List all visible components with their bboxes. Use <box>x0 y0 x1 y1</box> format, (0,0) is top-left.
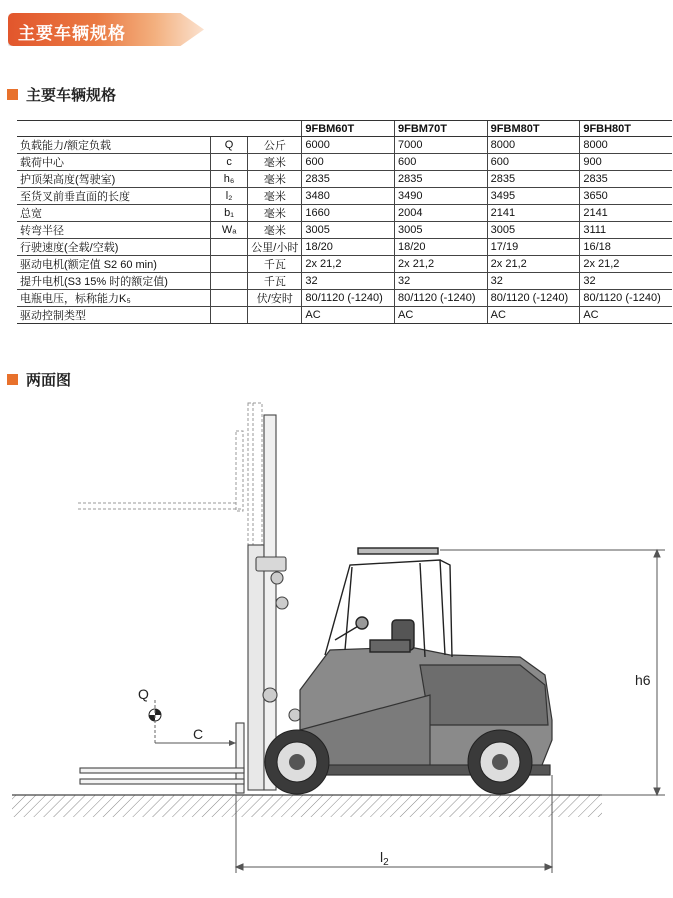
spec-name-cell: 总宽 <box>17 205 210 222</box>
raised-fork-outline <box>78 403 262 553</box>
spec-name-cell: 至货叉前垂直面的长度 <box>17 188 210 205</box>
table-row <box>17 171 672 188</box>
spec-value-cell: 600 <box>395 154 488 171</box>
spec-value-cell: 17/19 <box>487 239 580 256</box>
spec-name-cell: 行驶速度(全载/空载) <box>17 239 210 256</box>
spec-value-cell: 2835 <box>580 171 672 188</box>
spec-value-cell: 2141 <box>580 205 672 222</box>
spec-unit-cell: 千瓦 <box>248 256 302 273</box>
spec-unit-cell <box>248 307 302 324</box>
model-header: 9FBM60T <box>302 121 395 137</box>
spec-value-cell: 32 <box>580 273 672 290</box>
spec-value-cell: 2x 21,2 <box>302 256 395 273</box>
spec-symbol-cell <box>210 256 247 273</box>
spec-value-cell: 900 <box>580 154 672 171</box>
spec-value-cell: 3650 <box>580 188 672 205</box>
spec-symbol-cell <box>210 239 247 256</box>
header-banner <box>8 13 208 46</box>
spec-value-cell: 8000 <box>487 137 580 154</box>
spec-symbol-cell: b₁ <box>210 205 247 222</box>
spec-name-cell: 负载能力/额定负载 <box>17 137 210 154</box>
spec-value-cell: 1660 <box>302 205 395 222</box>
spec-symbol-cell: Q <box>210 137 247 154</box>
front-wheel <box>265 730 329 794</box>
table-row <box>17 188 672 205</box>
spec-unit-cell: 毫米 <box>248 154 302 171</box>
spec-value-cell: 18/20 <box>302 239 395 256</box>
spec-value-cell: 2x 21,2 <box>487 256 580 273</box>
model-header: 9FBM80T <box>487 121 580 137</box>
spec-name-cell: 驱动控制类型 <box>17 307 210 324</box>
model-header: 9FBH80T <box>580 121 672 137</box>
spec-value-cell: 2x 21,2 <box>395 256 488 273</box>
spec-value-cell: 2835 <box>395 171 488 188</box>
spec-value-cell: AC <box>302 307 395 324</box>
spec-value-cell: 600 <box>487 154 580 171</box>
spec-unit-cell: 毫米 <box>248 205 302 222</box>
table-row <box>17 137 672 154</box>
banner-title: 主要车辆规格 <box>18 24 126 43</box>
spec-value-cell: 3005 <box>302 222 395 239</box>
ground-hatch <box>12 795 602 817</box>
spec-name-cell: 转弯半径 <box>17 222 210 239</box>
spec-value-cell: 80/1120 (-1240) <box>395 290 488 307</box>
table-row <box>17 154 672 171</box>
rear-wheel <box>468 730 532 794</box>
spec-value-cell: AC <box>395 307 488 324</box>
spec-symbol-cell: c <box>210 154 247 171</box>
spec-value-cell: AC <box>487 307 580 324</box>
spec-symbol-cell: l₂ <box>210 188 247 205</box>
spec-symbol-cell <box>210 307 247 324</box>
table-row <box>17 290 672 307</box>
spec-value-cell: 2004 <box>395 205 488 222</box>
spec-name-cell: 载荷中心 <box>17 154 210 171</box>
spec-value-cell: 80/1120 (-1240) <box>580 290 672 307</box>
table-row <box>17 222 672 239</box>
spec-value-cell: 3005 <box>395 222 488 239</box>
spec-unit-cell: 伏/安时 <box>248 290 302 307</box>
spec-name-cell: 驱动电机(额定值 S2 60 min) <box>17 256 210 273</box>
spec-symbol-cell <box>210 273 247 290</box>
spec-value-cell: 18/20 <box>395 239 488 256</box>
header-blank <box>210 121 247 137</box>
spec-value-cell: 80/1120 (-1240) <box>302 290 395 307</box>
label-c: C <box>193 726 204 742</box>
spec-symbol-cell <box>210 290 247 307</box>
spec-value-cell: 32 <box>487 273 580 290</box>
table-header-row <box>17 121 672 137</box>
spec-unit-cell: 千瓦 <box>248 273 302 290</box>
spec-unit-cell: 公里/小时 <box>248 239 302 256</box>
table-row <box>17 239 672 256</box>
lowered-forks <box>80 723 244 793</box>
table-row <box>17 273 672 290</box>
spec-value-cell: 2x 21,2 <box>580 256 672 273</box>
spec-value-cell: 2141 <box>487 205 580 222</box>
spec-name-cell: 提升电机(S3 15% 时的额定值) <box>17 273 210 290</box>
header-blank <box>248 121 302 137</box>
spec-name-cell: 护顶架高度(驾驶室) <box>17 171 210 188</box>
spec-value-cell: 32 <box>302 273 395 290</box>
forklift-drawing <box>0 395 673 895</box>
label-q: Q <box>138 686 149 702</box>
spec-value-cell: 2835 <box>487 171 580 188</box>
spec-value-cell: AC <box>580 307 672 324</box>
spec-value-cell: 32 <box>395 273 488 290</box>
spec-unit-cell: 毫米 <box>248 171 302 188</box>
spec-value-cell: 2835 <box>302 171 395 188</box>
header-blank <box>17 121 210 137</box>
table-row <box>17 307 672 324</box>
drawing-section-title: 两面图 <box>26 372 72 389</box>
spec-value-cell: 3005 <box>487 222 580 239</box>
label-l2: $l_2$ <box>380 849 389 868</box>
spec-value-cell: 8000 <box>580 137 672 154</box>
table-row <box>17 205 672 222</box>
label-l2-sub: 2 <box>383 857 389 868</box>
spec-unit-cell: 公斤 <box>248 137 302 154</box>
model-header: 9FBM70T <box>395 121 488 137</box>
spec-value-cell: 3495 <box>487 188 580 205</box>
section-bullet-icon <box>7 374 18 385</box>
spec-value-cell: 3490 <box>395 188 488 205</box>
spec-value-cell: 7000 <box>395 137 488 154</box>
table-row <box>17 256 672 273</box>
specs-section-header <box>7 84 116 105</box>
section-bullet-icon <box>7 89 18 100</box>
spec-value-cell: 6000 <box>302 137 395 154</box>
operator-cab <box>325 548 452 657</box>
spec-value-cell: 600 <box>302 154 395 171</box>
spec-unit-cell: 毫米 <box>248 222 302 239</box>
spec-value-cell: 3480 <box>302 188 395 205</box>
spec-symbol-cell: Wₐ <box>210 222 247 239</box>
spec-symbol-cell: h₆ <box>210 171 247 188</box>
specs-section-title: 主要车辆规格 <box>26 87 117 104</box>
spec-unit-cell: 毫米 <box>248 188 302 205</box>
spec-name-cell: 电瓶电压，标称能力K₅ <box>17 290 210 307</box>
spec-value-cell: 16/18 <box>580 239 672 256</box>
label-h6: h6 <box>635 672 651 688</box>
drawing-section-header <box>7 369 71 390</box>
spec-value-cell: 3111 <box>580 222 672 239</box>
spec-value-cell: 80/1120 (-1240) <box>487 290 580 307</box>
spec-table <box>17 120 672 324</box>
